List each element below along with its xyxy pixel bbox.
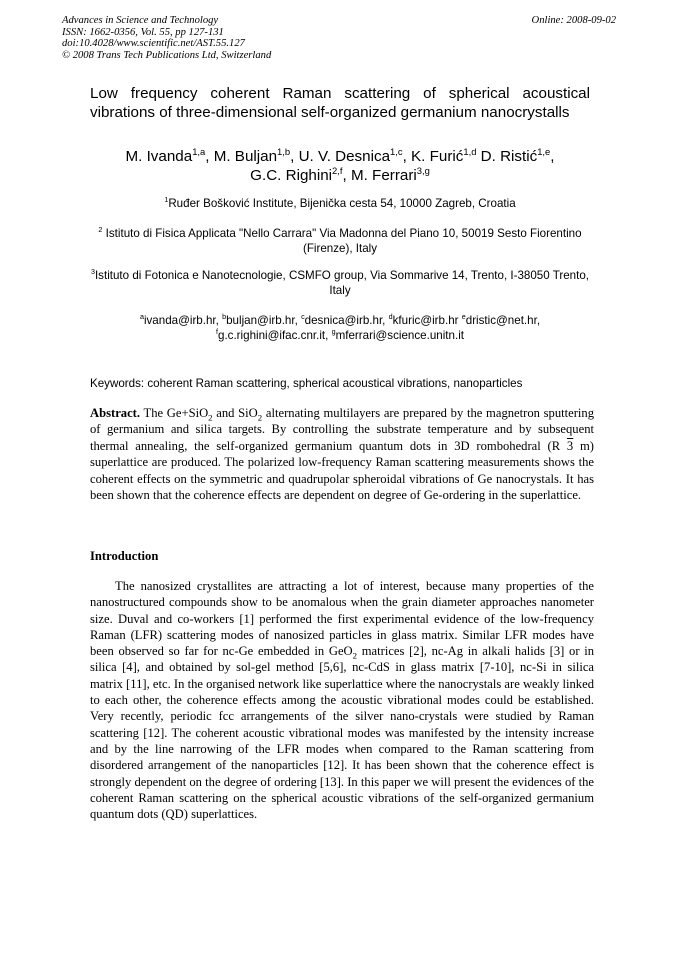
abstract-label: Abstract. — [90, 406, 141, 420]
author: M. Ferrari$^{3,g}$ — [350, 164, 430, 184]
online-date: Online: 2008-09-02 — [531, 15, 616, 26]
copyright: © 2008 Trans Tech Publications Ltd, Switzerland — [62, 49, 272, 61]
title-line-2: vibrations of three-dimensional self-organized germanium nanocrystalls — [90, 104, 570, 121]
email: $^e$dristic@net.hr — [461, 312, 537, 327]
issn: ISSN: 1662-0356, Vol. 55, pp 127-131 — [62, 26, 224, 38]
email: $^c$desnica@irb.hr — [301, 312, 383, 327]
author: M. Buljan$^{1,b}$, — [213, 145, 299, 165]
author: G.C. Righini$^{2,f}$, — [250, 164, 351, 184]
email: $^d$kfuric@irb.hr — [388, 312, 459, 327]
email: $^a$ivanda@irb.hr — [139, 312, 216, 327]
author: M. Ivanda$^{1,a}$, — [125, 145, 214, 165]
title-line-1: Low frequency coherent Raman scattering of spherical acoustical — [90, 85, 590, 102]
introduction-paragraph: The nanosized crystallites are attracting a lot of interest, because many properties of the nanostructured compounds show to be anomalous when the grain diameter approaches nanometer size. Duval and co-workers [1] performed the first experimental evidence of the low-frequency Raman (LFR) scattering modes of nanosized particles in glass matrix. Similar LFR modes have been observed so far for nc-Ge embedded in GeO$_2$ matrices [2], nc-Ag in alkali halids [3] or in silica [4], and obtained by sol-gel method [5,6], nc-CdS in glass matrix [7-10], nc-Si in silica matrix [11], etc. In the organised network like superlattice where the nanocrystals are weakly linked to each other, the coherence effects among the acoustic vibrational modes could be established. Very recently, periodic fcc arrangements of the silver nano-crystals were studied by Raman scattering [12]. The coherent acoustic vibrational modes was manifested by the intensity increase and by the line narrowing of the LFR modes when compared to the Raman scattering from disordered arrangement of the nanoparticles [12]. It has been shown that the coherence effect is strongly dependent on the degree of ordering [13]. In this paper we will present the evidences of the coherent Raman scattering on the spherical acoustic vibrations of the self-organized germanium quantum dots (QD) superlattices. — [90, 579, 594, 822]
author: K. Furić$^{1,d}$ — [411, 145, 477, 165]
journal-name: Advances in Science and Technology — [62, 15, 219, 26]
keywords: Keywords: coherent Raman scattering, spherical acoustical vibrations, nanoparticles — [90, 377, 523, 390]
affiliation-3: $^3$Istituto di Fotonica e Nanotecnologie, CSMFO group, Via Sommarive 14, Trento, I-38050 Trento, Italy — [90, 267, 590, 297]
author-list — [80, 147, 600, 185]
abstract: Abstract. The Ge+SiO$_2$ and SiO$_2$ alternating multilayers are prepared by the magnetron sputtering of germanium and silica targets. By controlling the substrate temperature and by subsequent thermal annealing, the self-organized germanium quantum dots in 3D rombohedral (R 3 m) superlattice are produced. The polarized low-frequency Raman scattering measurements shows the coherent effects on the symmetric and quadrupolar spheroidal vibrations of Ge nanocrystals. It has been shown that the coherence effects are dependent on degree of Ge-ordering in the superlattice. — [90, 406, 594, 503]
doi: doi:10.4028/www.scientific.net/AST.55.127 — [62, 38, 245, 50]
section-heading-introduction: Introduction — [90, 549, 159, 563]
author: U. V. Desnica$^{1,c}$, — [298, 145, 412, 165]
journal-header — [62, 15, 616, 61]
email: $^b$buljan@irb.hr — [222, 312, 295, 327]
email-list: $^a$ivanda@irb.hr, $^b$buljan@irb.hr, $^c$desnica@irb.hr, $^d$kfuric@irb.hr $^e$dristic@net.hr, $^f$g.c.righini@ifac.cnr.it, $^g$mferrari@science.unitn.it — [139, 312, 541, 342]
affiliation-1: $^1$Ruđer Bošković Institute, Bijenička cesta 54, 10000 Zagreb, Croatia — [164, 195, 516, 210]
email: $^g$mferrari@science.unitn.it — [331, 327, 464, 342]
email: $^f$g.c.righini@ifac.cnr.it — [216, 327, 326, 342]
affiliation-2: $^2$ Istituto di Fisica Applicata "Nello Carrara" Via Madonna del Piano 10, 50019 Sesto Fiorentino (Firenze), Italy — [98, 225, 582, 255]
paper-title — [90, 84, 590, 122]
author: D. Ristić$^{1,e}$, — [480, 145, 555, 165]
